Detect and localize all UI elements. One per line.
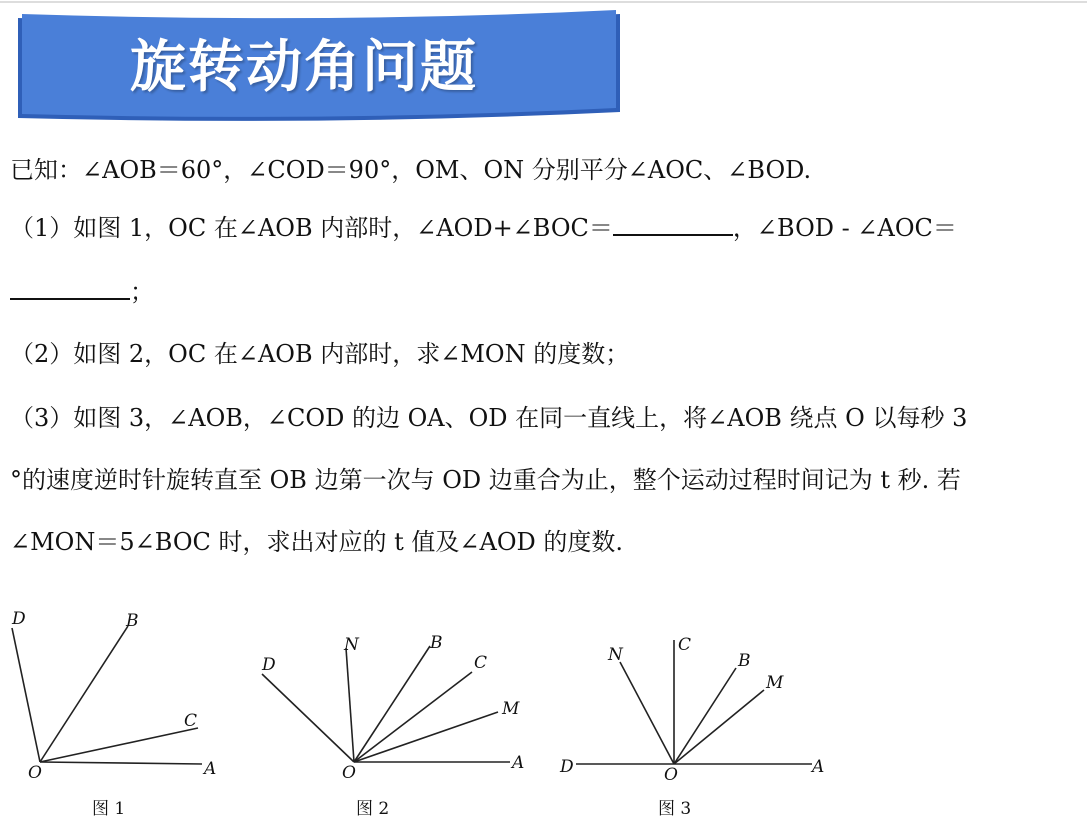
label-m: M — [502, 699, 520, 719]
figure-2 — [250, 600, 540, 819]
ray-oa — [40, 762, 202, 764]
figure-1-caption: 图 1 — [92, 799, 126, 819]
label-a: A — [812, 757, 825, 777]
label-o: O — [664, 765, 678, 785]
figure-3 — [550, 600, 850, 819]
label-a: A — [204, 759, 217, 779]
figure-3-caption: 图 3 — [658, 799, 692, 819]
label-o: O — [28, 763, 42, 783]
label-o: O — [342, 763, 356, 783]
question-1-continued — [10, 272, 154, 307]
ray-ob — [354, 646, 430, 762]
ray-ob — [674, 668, 736, 764]
question-1-line — [10, 208, 957, 243]
question-2-line: （2）如图 2，OC 在∠AOB 内部时，求∠MON 的度数； — [10, 340, 630, 368]
label-b: B — [430, 633, 443, 653]
ray-om — [674, 690, 764, 764]
q1-end: ； — [130, 278, 154, 306]
label-b: B — [126, 611, 139, 631]
label-c: C — [184, 711, 198, 731]
label-d: D — [262, 655, 276, 675]
figure-1 — [0, 600, 240, 819]
ray-ob — [40, 626, 128, 762]
answer-blank-2 — [10, 280, 130, 300]
label-c: C — [474, 653, 488, 673]
ray-om — [354, 712, 498, 762]
label-d: D — [560, 757, 574, 777]
q1-text-a: （1）如图 1，OC 在∠AOB 内部时，∠AOD+∠BOC＝ — [10, 214, 613, 242]
given-line: 已知：∠AOB＝60°，∠COD＝90°，OM、ON 分别平分∠AOC、∠BOD. — [10, 156, 812, 184]
ray-oc — [40, 728, 198, 762]
ray-oc — [354, 672, 472, 762]
label-n: N — [344, 635, 359, 655]
page-title: 旋转动角问题 — [130, 35, 478, 100]
label-m: M — [766, 673, 784, 693]
label-c: C — [678, 635, 692, 655]
answer-blank-1 — [613, 216, 733, 236]
ray-od — [12, 628, 40, 762]
q1-text-b: ，∠BOD - ∠AOC＝ — [732, 214, 957, 242]
question-3-line-a: （3）如图 3，∠AOB，∠COD 的边 OA、OD 在同一直线上，将∠AOB 绕点 O 以每秒 3 — [10, 404, 968, 432]
title-banner — [0, 0, 1087, 130]
ray-on — [620, 662, 674, 764]
ray-od — [262, 674, 354, 762]
label-n: N — [608, 645, 623, 665]
question-3-line-b: °的速度逆时针旋转直至 OB 边第一次与 OD 边重合为止，整个运动过程时间记为 t 秒. 若 — [10, 466, 961, 494]
figure-2-caption: 图 2 — [356, 799, 390, 819]
label-b: B — [738, 651, 751, 671]
question-3-line-c: ∠MON＝5∠BOC 时，求出对应的 t 值及∠AOD 的度数. — [10, 528, 624, 556]
label-a: A — [512, 753, 525, 773]
label-d: D — [12, 609, 26, 629]
ray-on — [346, 648, 354, 762]
